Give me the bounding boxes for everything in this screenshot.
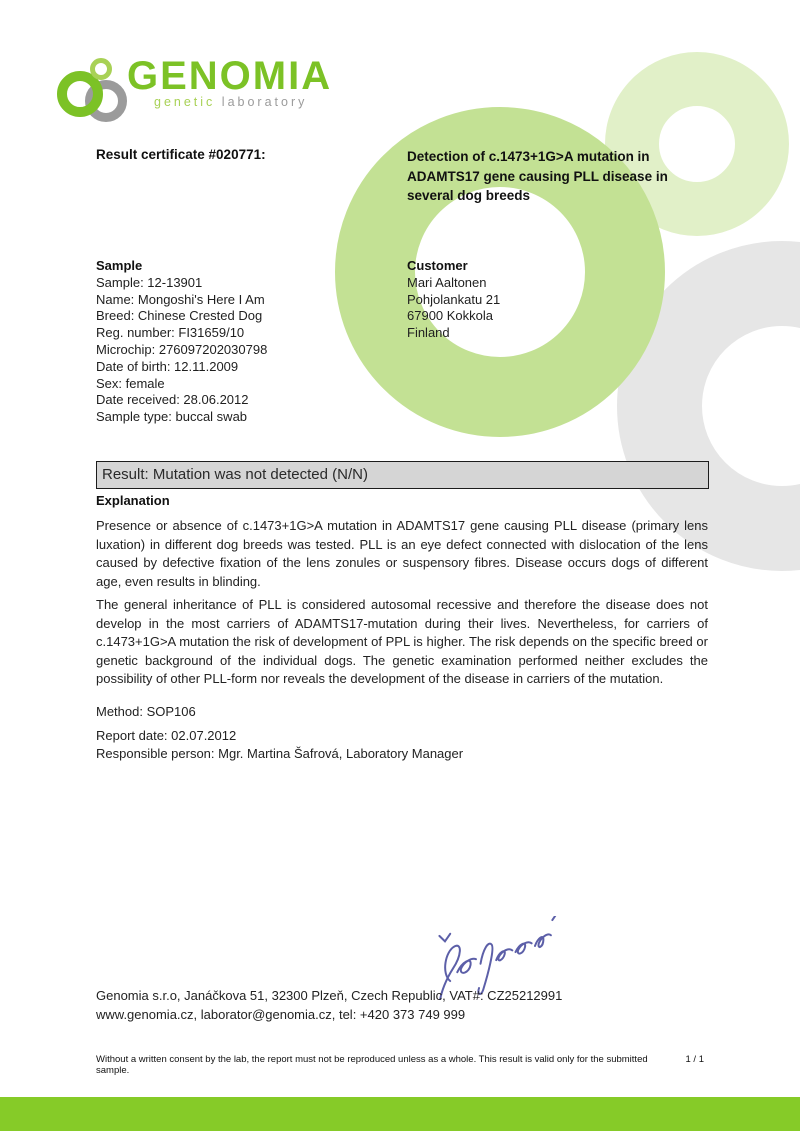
sample-microchip-line: Microchip: 276097202030798: [96, 341, 268, 357]
customer-section: [407, 258, 687, 342]
company-address-line1: Genomia s.r.o, Janáčkova 51, 32300 Plzeň, Czech Republic, VAT#: CZ25212991: [96, 988, 563, 1003]
test-title: Detection of c.1473+1G>A mutation in ADAMTS17 gene causing PLL disease in several dog breeds: [407, 149, 668, 203]
company-address-line2: www.genomia.cz, laborator@genomia.cz, tel: +420 373 749 999: [96, 1007, 466, 1022]
logo-ring-small-green-icon: [90, 58, 112, 80]
logo-brand-text: GENOMIA: [127, 54, 333, 98]
explanation-paragraph-2: The general inheritance of PLL is considered autosomal recessive and therefore the disease does not develop in the most carriers of ADAMTS17-mutation during their lives. Nevertheless, for carriers of c.1473+1G>A mutation the risk of development of PPL is higher. The risk depends on the specific breed or genetic background of the individual dogs. The genetic examination performed neither excludes the possibility of other PLL-form nor reveals the development of the disease in carriers of the mutation.: [96, 597, 708, 686]
sample-received-date-line: Date received: 28.06.2012: [96, 392, 249, 408]
customer-heading: Customer: [407, 258, 468, 273]
sample-reg-number-line: Reg. number: FI31659/10: [96, 325, 245, 341]
footer-disclaimer: Without a written consent by the lab, the report must not be reproduced unless as a whole. This result is valid only for the submitted sample.: [96, 1054, 648, 1076]
logo-subtitle: [154, 95, 307, 109]
sample-id-line: Sample: 12-13901: [96, 274, 203, 290]
page-number: 1 / 1: [685, 1054, 704, 1065]
responsible-person-line: Responsible person: Mgr. Martina Šafrová, Laboratory Manager: [96, 746, 464, 761]
customer-street: Pohjolankatu 21: [407, 291, 501, 307]
sample-type-line: Sample type: buccal swab: [96, 409, 248, 425]
sample-breed-line: Breed: Chinese Crested Dog: [96, 308, 263, 324]
sample-heading: Sample: [96, 258, 143, 273]
customer-country: Finland: [407, 325, 450, 341]
certificate-number-label: Result certificate #020771:: [96, 147, 266, 162]
explanation-paragraph-1: Presence or absence of c.1473+1G>A mutation in ADAMTS17 gene causing PLL disease (primary lens luxation) in different dog breeds was tested. PLL is an eye defect connected with dislocation of the lens caused by defective fixation of the lens zonules or suspensory fibres. Disease occurs dogs of different age, even results in blinding.: [96, 518, 708, 589]
sample-section: [96, 258, 396, 426]
sample-sex-line: Sex: female: [96, 375, 165, 391]
report-date-line: Report date: 02.07.2012: [96, 728, 237, 743]
customer-name: Mari Aaltonen: [407, 274, 487, 290]
sample-birth-date-line: Date of birth: 12.11.2009: [96, 358, 239, 374]
logo-subtitle-laboratory: laboratory: [221, 95, 308, 109]
footer-green-bar: [0, 1097, 800, 1131]
company-address: [96, 986, 562, 1024]
logo-subtitle-genetic: genetic: [154, 95, 216, 109]
sample-name-line: Name: Mongoshi's Here I Am: [96, 291, 265, 307]
footer-row: [96, 1054, 704, 1076]
result-box: Result: Mutation was not detected (N/N): [96, 461, 709, 489]
explanation-heading: Explanation: [96, 493, 170, 508]
method-line: Method: SOP106: [96, 704, 196, 719]
customer-city: 67900 Kokkola: [407, 308, 494, 324]
